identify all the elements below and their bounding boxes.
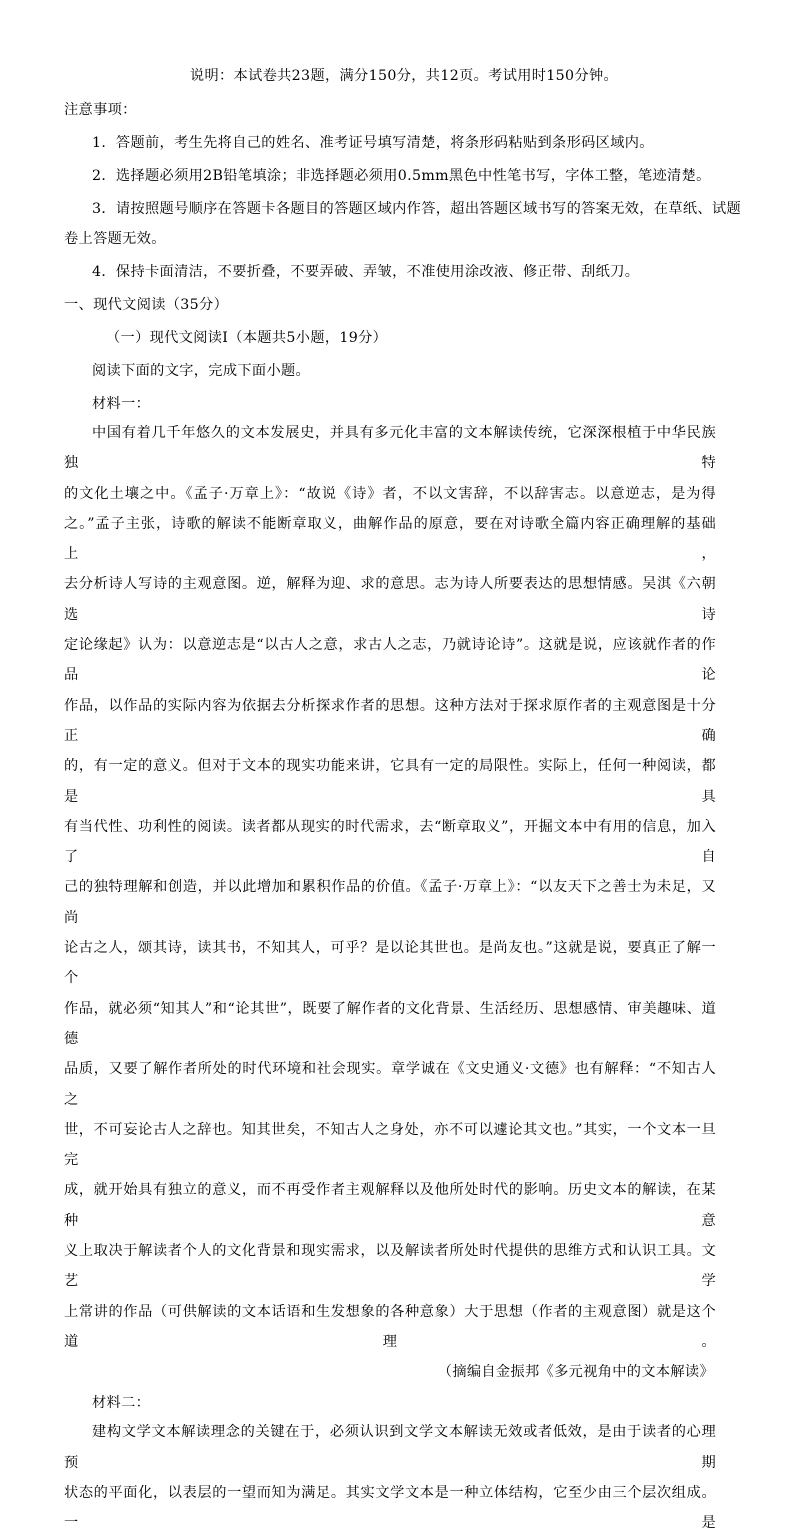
passage-line: 之。”孟子主张，诗歌的解读不能断章取义，曲解作品的原意，要在对诗歌全篇内容正确理解的基础上， <box>64 515 716 563</box>
material-two-label: 材料二： <box>92 1395 151 1412</box>
notice-item-2: 2．选择题必须用2B铅笔填涂；非选择题必须用0.5mm黑色中性笔书写，字体工整，笔迹清楚。 <box>92 168 711 184</box>
passage-line: 的文化土壤之中。《孟子·万章上》：“故说《诗》者，不以文害辞，不以辞害志。以意逆志，是为得 <box>64 485 716 502</box>
material-one-passage <box>64 418 716 1357</box>
passage-line: 上常讲的作品（可供解读的文本话语和生发想象的各种意象）大于思想（作者的主观意图）就是这个道理。 <box>64 1303 716 1350</box>
notice-title: 注意事项： <box>64 102 137 118</box>
reading-instruction: 阅读下面的文字，完成下面小题。 <box>92 363 311 379</box>
notice-item-3-continued: 卷上答题无效。 <box>64 231 166 247</box>
passage-line: 成，就开始具有独立的意义，而不再受作者主观解释以及他所处时代的影响。历史文本的解读，在某种意 <box>64 1182 716 1229</box>
passage-line: 作品，以作品的实际内容为依据去分析探求作者的思想。这种方法对于探求原作者的主观意图是十分正确 <box>64 697 716 744</box>
section-heading: 一、现代文阅读（35分） <box>64 297 229 313</box>
passage-line: 的，有一定的意义。但对于文本的现实功能来讲，它具有一定的局限性。实际上，任何一种阅读，都是具 <box>64 758 716 805</box>
passage-line: 中国有着几千年悠久的文本发展史，并具有多元化丰富的文本解读传统，它深深根植于中华民族独特 <box>64 425 716 472</box>
passage-line: 义上取决于解读者个人的文化背景和现实需求，以及解读者所处时代提供的思维方式和认识工具。文艺学 <box>64 1243 716 1290</box>
subsection-heading: （一）现代文阅读Ⅰ（本题共5小题，19分） <box>106 330 388 346</box>
passage-line: 世，不可妄论古人之辞也。知其世矣，不知古人之身处，亦不可以遽论其文也。”其实，一个文本一旦完 <box>64 1121 716 1169</box>
exam-instructions-header: 说明：本试卷共23题，满分150分，共12页。考试用时150分钟。 <box>189 68 619 84</box>
notice-item-1: 1．答题前，考生先将自己的姓名、准考证号填写清楚，将条形码粘贴到条形码区域内。 <box>92 135 654 151</box>
material-two-passage <box>64 1417 716 1538</box>
passage-line: 建构文学文本解读理念的关键在于，必须认识到文学文本解读无效或者低效，是由于读者的心理预期 <box>64 1424 716 1471</box>
passage-line: 去分析诗人写诗的主观意图。逆，解释为迎、求的意思。志为诗人所要表达的思想情感。吴淇《六朝选诗 <box>64 576 716 623</box>
passage-line: 作品，就必须“知其人”和“论其世”，既要了解作者的文化背景、生活经历、思想感情、审美趣味、道德 <box>64 1000 716 1047</box>
notice-item-3: 3．请按照题号顺序在答题卡各题目的答题区域内作答，超出答题区域书写的答案无效，在草纸、试题 <box>92 201 742 217</box>
passage-line: 有当代性、功利性的阅读。读者都从现实的时代需求，去“断章取义”，开掘文本中有用的信息，加入了自 <box>64 818 716 866</box>
passage-line: 己的独特理解和创造，并以此增加和累积作品的价值。《孟子·万章上》：“以友天下之善士为未足，又尚 <box>64 879 716 926</box>
material-one-label: 材料一： <box>92 396 151 412</box>
passage-line: 品质，又要了解作者所处的时代环境和社会现实。章学诚在《文史通义·文德》也有解释：“不知古人之 <box>64 1061 716 1108</box>
passage-line: 状态的平面化，以表层的一望而知为满足。其实文学文本是一种立体结构，它至少由三个层次组成。一是 <box>64 1484 716 1532</box>
passage-line: 论古之人，颂其诗，读其书，不知其人，可乎？是以论其世也。是尚友也。”这就是说，要真正了解一个 <box>64 940 716 987</box>
passage-line: 定论缘起》认为：以意逆志是“以古人之意，求古人之志，乃就诗论诗”。这就是说，应该就作者的作品论 <box>64 637 716 684</box>
material-one-source: （摘编自金振邦《多元视角中的文本解读》 <box>437 1364 714 1381</box>
notice-item-4: 4．保持卡面清洁，不要折叠，不要弄破、弄皱，不准使用涂改液、修正带、刮纸刀。 <box>92 264 640 280</box>
